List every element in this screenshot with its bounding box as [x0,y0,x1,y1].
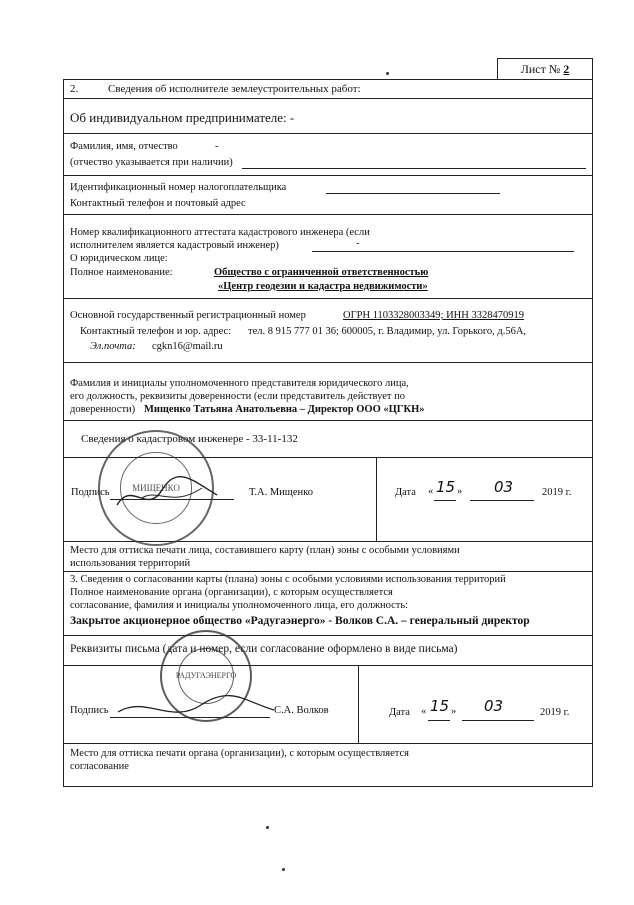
quote-open: « [421,706,427,717]
quote-close: » [451,706,457,717]
engineer-line: Сведения о кадастровом инженере - 33-11-132 [81,433,298,445]
fullname-value-2: «Центр геодезии и кадастра недвижимости» [218,281,428,292]
divider [64,420,592,421]
phone-value: тел. 8 915 777 01 36; 600005, г. Владимир, ул. Горького, д.56А, [248,326,527,337]
fio-label: Фамилия, имя, отчество [70,141,178,152]
divider [64,98,592,99]
sheet-label: Лист № [520,62,561,76]
sheet-number: 2 [563,62,570,76]
scan-speck [266,826,269,829]
date2-year: 2019 г. [540,707,570,718]
scan-speck [282,868,285,871]
divider [358,665,359,743]
inn-label: Идентификационный номер налогоплательщика [70,182,287,193]
divider [64,743,592,744]
divider [376,457,377,541]
divider [64,362,592,363]
sign2-label: Подпись [70,705,109,716]
sign2-name: С.А. Волков [274,705,329,716]
org-label-2: согласование, фамилия и инициалы уполномоченного лица, его должность: [70,600,409,611]
month-line [470,500,534,501]
divider [64,214,592,215]
org-label-1: Полное наименование органа (организации), с которым осуществляется [70,587,393,598]
fio-fill-line [242,168,586,169]
divider [64,298,592,299]
rep-label-3: доверенности) [70,404,136,415]
date-label: Дата [395,487,416,498]
quote-open: « [428,486,434,497]
phone-label: Контактный телефон и юр. адрес: [80,326,232,337]
stamp-label-1: Место для оттиска печати лица, составившего карту (план) зоны с особыми условиями [70,545,460,556]
section2-heading: Сведения об исполнителе землеустроительных работ: [108,83,361,95]
rep-label-2: его должность, реквизиты доверенности (если представитель действует по [70,391,406,402]
email-value: cgkn16@mail.ru [152,341,223,352]
month2-line [462,720,534,721]
org-value: Закрытое акционерное общество «Радугаэнерго» - Волков С.А. – генеральный директор [70,615,530,627]
fullname-value-1: Общество с ограниченной ответственностью [214,267,429,278]
email-label: Эл.почта: [90,341,136,352]
day2-line [428,720,450,721]
ip-line: Об индивидуальном предпринимателе: - [70,110,295,125]
seal-stamp-2-text: РАДУГАЭНЕРГО [175,670,237,680]
date-year: 2019 г. [542,487,572,498]
section3-heading: 3. Сведения о согласовании карты (плана) зоны с особыми условиями использования территорий [70,574,506,585]
divider [64,175,592,176]
cert-label-1: Номер квалификационного аттестата кадастрового инженера (если [70,227,370,238]
rep-value: Мищенко Татьяна Анатольевна – Директор ООО «ЦГКН» [144,404,425,415]
stamp2-label-2: согласование [70,761,129,772]
stamp2-label-1: Место для оттиска печати органа (организации), с которым осуществляется [70,748,409,759]
fullname-label: Полное наименование: [70,267,173,278]
cert-value: - [356,238,360,249]
divider [64,665,592,666]
fio-note: (отчество указывается при наличии) [70,157,233,168]
rep-label-1: Фамилия и инициалы уполномоченного представителя юридического лица, [70,378,409,389]
legal-label: О юридическом лице: [70,253,168,264]
quote-close: » [457,486,463,497]
cert-fill-line [312,251,574,252]
divider [64,635,592,636]
date-day: 15 [436,478,456,496]
contact-label: Контактный телефон и почтовый адрес [70,198,246,209]
inn-fill-line [326,193,500,194]
reg-label: Основной государственный регистрационный номер [70,310,306,321]
cert-label-2: исполнителем является кадастровый инженер) [70,240,279,251]
date-month: 03 [494,478,514,496]
fio-value: - [215,141,219,152]
divider [64,133,592,134]
signature-scribble-2 [116,690,276,730]
sign-name: Т.А. Мищенко [249,487,313,498]
signature-scribble-1 [112,470,222,520]
section2-number: 2. [70,83,79,95]
divider [64,571,592,572]
date2-month: 03 [484,697,504,715]
sheet-number-box [497,58,593,80]
scan-speck [386,72,389,75]
reg-value: ОГРН 1103328003349; ИНН 3328470919 [343,310,524,321]
date2-day: 15 [430,697,450,715]
seal-stamp-1-text: МИЩЕНКО [132,483,180,493]
date2-label: Дата [389,707,410,718]
stamp-label-2: использования территорий [70,558,191,569]
sign-label: Подпись [71,487,110,498]
day-line [434,500,456,501]
letter-label: Реквизиты письма (дата и номер, если согласование оформлено в виде письма) [70,643,458,655]
